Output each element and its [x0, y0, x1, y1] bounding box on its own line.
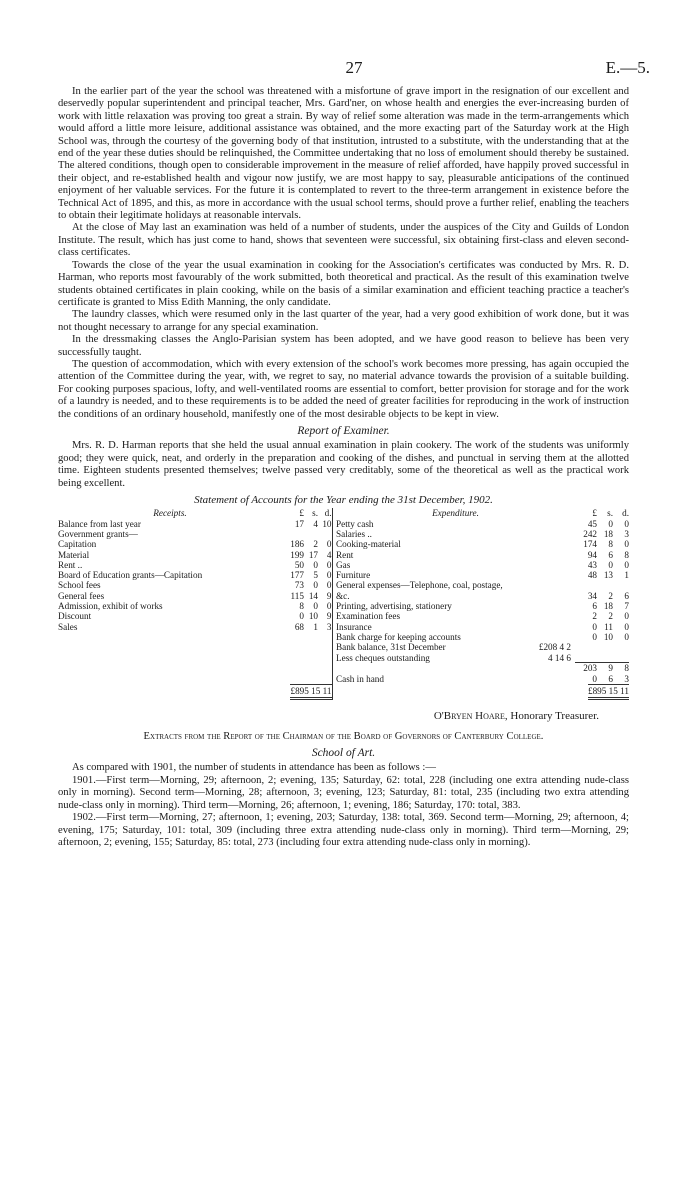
- expenditure-label: Furniture: [336, 570, 371, 581]
- receipt-amount: 0: [326, 570, 332, 581]
- receipt-label: Government grants—: [58, 529, 138, 539]
- receipt-amount: 199: [290, 549, 304, 560]
- receipts-heading: Receipts.: [153, 508, 187, 519]
- cheques-label-amount: 4 14 6: [548, 652, 571, 663]
- receipt-label: Board of Education grants—Capitation: [58, 570, 203, 581]
- receipt-amount: 177: [290, 570, 304, 581]
- expenditure-amount: 8: [608, 539, 613, 550]
- account-row: [58, 591, 629, 601]
- receipt-label: [58, 632, 282, 642]
- bank-net-amount: 9: [597, 663, 613, 674]
- expenditure-amount: 6: [624, 590, 629, 601]
- expenditure-amount: 7: [624, 601, 629, 612]
- expenditure-amount: 18: [603, 529, 613, 539]
- bank-net-amount: 203: [575, 663, 597, 674]
- receipt-amount: 0: [313, 559, 318, 570]
- expenditure-amount: 43: [587, 559, 597, 570]
- currency-pence: d.: [622, 508, 629, 519]
- receipt-amount: 0: [299, 611, 304, 622]
- paragraph: In the dressmaking classes the Anglo-Parisian system has been adopted, and we have good reason to believe has been very successfully taught.: [58, 334, 629, 358]
- receipt-amount: 0: [326, 559, 332, 570]
- currency-shillings: s.: [312, 508, 318, 519]
- bank-net-label: [336, 663, 575, 674]
- account-row: [58, 519, 629, 529]
- accounts-table: [58, 508, 629, 700]
- expenditure-label: Salaries ..: [336, 529, 372, 539]
- cash-amount: 6: [608, 673, 613, 684]
- expenditure-amount: [597, 580, 613, 590]
- cheques-amount: [597, 653, 613, 663]
- bank-balance-label-amount: £208 4 2: [538, 642, 571, 653]
- receipt-amount: 0: [326, 580, 332, 591]
- expenditure-amount: 2: [608, 590, 613, 601]
- expenditure-label: Printing, advertising, stationery: [336, 601, 452, 612]
- receipt-amount: 115: [290, 590, 304, 601]
- receipt-amount: [318, 632, 332, 642]
- paragraph: Towards the close of the year the usual examination in cooking for the Association's certificates was conducted by Mrs. R. D. Harman, who reports most favourably of the work submitted, both theoretical and practical. As the result of this examination twelve students obtained certificates in plain cooking, while on the basis of a similar examination and efficient teaching practice a teacher's certificate is granted to Miss Edith Manning, the only candidate.: [58, 259, 629, 308]
- receipt-amount: 0: [326, 539, 332, 550]
- expenditure-amount: 0: [624, 518, 629, 529]
- expenditure-amount: 0: [592, 631, 597, 642]
- expenditure-amount: 48: [587, 570, 597, 581]
- cash-amount: 0: [592, 673, 597, 684]
- account-row: [58, 560, 629, 570]
- receipt-amount: 10: [322, 518, 332, 529]
- receipt-label: Material: [58, 549, 90, 560]
- account-row: [58, 570, 629, 580]
- receipt-amount: 10: [308, 611, 318, 622]
- expenditure-amount: 6: [592, 601, 597, 612]
- account-row: [58, 529, 629, 539]
- currency-pence: d.: [324, 508, 332, 519]
- bank-balance-amount: [575, 642, 597, 652]
- currency-shillings: s.: [607, 508, 613, 519]
- receipt-label: General fees: [58, 590, 105, 601]
- expenditure-label: Examination fees: [336, 611, 401, 622]
- account-row: [58, 539, 629, 549]
- paragraph: The question of accommodation, which with every extension of the school's work becomes more pressing, has again occupied the attention of the Committee during the year, with, we regret to say, no material advance towards the provision of a suitable building. For cooking purposes spacious, lofty, and well-ventilated rooms are essential to comfort, better provision for storage and for the work of a laundry is needed, and to these requirements is to be added the need of greater facilities for reproducing in the work of instruction the conditions of an ordinary household, manifestly one of the most desirable objects to be kept in view.: [58, 358, 629, 420]
- expenditure-amount: 8: [624, 549, 629, 560]
- attendance-1901: 1901.—First term—Morning, 29; afternoon, 2; evening, 135; Saturday, 62: total, 228 (including one extra attending nude-class only in morning). Second term—Morning, 28; afternoon, 3; evening, 123; Saturday, 81: total, 235 (including two extra attending nude-class only in morning). Third term—Morning, 26; afternoon, 1; evening, 186; Saturday, 170: total, 383.: [58, 774, 629, 811]
- expenditure-label: Petty cash: [336, 518, 374, 529]
- receipt-amount: 3: [326, 621, 332, 632]
- expenditure-label: Bank charge for keeping accounts: [336, 631, 461, 642]
- paragraph: The laundry classes, which were resumed only in the last quarter of the year, had a very good exhibition of work done, but it was not thought necessary to arrange for any special examination.: [58, 309, 629, 333]
- cheques-amount: [575, 653, 597, 663]
- expenditure-amount: 2: [592, 611, 597, 622]
- receipt-label: Balance from last year: [58, 518, 141, 529]
- receipt-amount: [318, 529, 332, 539]
- account-row: [58, 580, 629, 590]
- document-body: [58, 86, 629, 849]
- expenditure-amount: 0: [624, 539, 629, 550]
- expenditure-label: Rent: [336, 549, 354, 560]
- expenditure-amount: 1: [624, 570, 629, 581]
- receipt-amount: 17: [308, 549, 318, 560]
- signatory-title: Honorary Treasurer.: [510, 710, 599, 723]
- page-header: [58, 58, 650, 80]
- account-row: [58, 663, 629, 674]
- account-row: [58, 642, 629, 652]
- receipt-amount: 2: [313, 539, 318, 550]
- expenditure-label: Insurance: [336, 621, 372, 632]
- account-row: [58, 550, 629, 560]
- expenditure-amount: 18: [603, 601, 613, 612]
- expenditure-amount: 94: [587, 549, 597, 560]
- receipt-amount: 0: [313, 601, 318, 612]
- expenditure-amount: 3: [624, 529, 629, 539]
- currency-pounds: £: [299, 508, 304, 519]
- signatory-name: O'Bryen Hoare,: [433, 710, 508, 723]
- expenditure-label: Gas: [336, 559, 351, 570]
- expenditure-amount: 0: [608, 518, 613, 529]
- attendance-intro: As compared with 1901, the number of students in attendance has been as follows :—: [72, 762, 436, 774]
- expenditure-amount: 0: [624, 631, 629, 642]
- page-number: 27: [345, 58, 363, 77]
- expenditure-amount: 0: [592, 621, 597, 632]
- expenditure-amount: 11: [604, 621, 613, 632]
- expenditure-amount: 0: [624, 559, 629, 570]
- expenditure-amount: [613, 580, 629, 590]
- receipt-label: Capitation: [58, 539, 97, 550]
- receipt-amount: 50: [294, 559, 304, 570]
- account-row: [58, 674, 629, 684]
- receipt-amount: 9: [326, 611, 332, 622]
- receipt-label: Discount: [58, 611, 92, 622]
- extracts-heading: Extracts from the Report of the Chairman of the Board of Governors of Canterbury College.: [143, 730, 544, 742]
- receipt-amount: 0: [313, 580, 318, 591]
- statement-title: Statement of Accounts for the Year ending the 31st December, 1902.: [194, 494, 493, 506]
- cash-amount: 3: [624, 673, 629, 684]
- receipt-amount: [304, 632, 318, 642]
- receipt-amount: 5: [313, 570, 318, 581]
- receipt-amount: [282, 632, 304, 642]
- total-expenditure: £895 15 11: [588, 684, 629, 700]
- receipt-amount: 73: [294, 580, 304, 591]
- receipt-amount: 14: [308, 590, 318, 601]
- expenditure-amount: 0: [624, 621, 629, 632]
- receipt-amount: 9: [326, 590, 332, 601]
- receipt-amount: [304, 529, 318, 539]
- school-of-art-heading: School of Art.: [311, 747, 376, 760]
- receipt-amount: 68: [294, 621, 304, 632]
- receipt-label: Sales: [58, 621, 78, 632]
- attendance-1902: 1902.—First term—Morning, 27; afternoon, 1; evening, 203; Saturday, 138: total, 369. Second term—Morning, 29; afternoon, 4; evening, 175; Saturday, 101: total, 309 (including three extra attending nude-class only in morning). Third term—Morning, 29; afternoon, 2; evening, 155; Saturday, 85: total, 273 (including four extra attending nude-class only in morning).: [58, 812, 629, 848]
- currency-pounds: £: [592, 508, 597, 519]
- receipt-label: School fees: [58, 580, 101, 591]
- receipt-amount: 4: [326, 549, 332, 560]
- receipt-amount: 8: [299, 601, 304, 612]
- receipt-amount: 0: [326, 601, 332, 612]
- expenditure-amount: 2: [608, 611, 613, 622]
- receipt-amount: [282, 529, 304, 539]
- expenditure-amount: [575, 580, 597, 590]
- expenditure-amount: 0: [608, 559, 613, 570]
- paragraph: At the close of May last an examination was held of a number of students, under the auspices of the City and Guilds of London Institute. The result, which has just come to hand, shows that seventeen were successful, six obtaining first-class and eleven second-class certificates.: [58, 222, 629, 259]
- expenditure-heading: Expenditure.: [432, 508, 479, 519]
- account-row: [58, 653, 629, 663]
- account-row: [58, 632, 629, 642]
- paragraph: In the earlier part of the year the school was threatened with a misfortune of grave import in the resignation of our excellent and deservedly popular superintendent and principal teacher, Mrs. Gard'ner, on whose health and energies the ever-increasing burden of work with little relaxation was proving too great a strain. By way of relief some alteration was made in the term-arrangements which would afford a little more leisure, additional assistance was obtained, and the more exacting part of the Saturday work at the High School was, through the courtesy of the governing body of that institution, intrusted to a substitute, with the understanding that at the end of the year these duties should be relinquished, the Committee undertaking that no loss of emolument should thereby be sustained. The altered conditions, though open to considerable improvement in the measure of relief afforded, have happily proved successful in their object, and re-established health and vigour now justify, we are most happy to say, pleasurable anticipations of the continued enjoyment of her valuable services. For the future it is contemplated to revert to the three-term arrangement in existence before the Technical Act of 1895, and this, as more in accordance with the usual school terms, should prove a further relief, enabling the teachers to obtain their legitimate holidays at reasonable intervals.: [58, 86, 629, 222]
- expenditure-amount: 242: [583, 529, 597, 539]
- expenditure-amount: 6: [608, 549, 613, 560]
- cash-label: Cash in hand: [336, 673, 384, 684]
- account-row: [58, 622, 629, 632]
- expenditure-amount: 10: [603, 631, 613, 642]
- receipt-amount: 4: [313, 518, 318, 529]
- cheques-label: Less cheques outstanding 4 14 6: [336, 653, 575, 663]
- expenditure-amount: 0: [624, 611, 629, 622]
- examiner-heading: Report of Examiner.: [297, 424, 390, 437]
- receipt-label: Rent ..: [58, 559, 83, 570]
- expenditure-amount: 45: [587, 518, 597, 529]
- expenditure-label: Cooking-material: [336, 539, 401, 550]
- bank-net-amount: 8: [613, 663, 629, 674]
- account-row: [58, 611, 629, 621]
- expenditure-label: General expenses—Telephone, coal, postage,: [336, 580, 503, 591]
- expenditure-amount: 13: [603, 570, 613, 581]
- expenditure-amount: 174: [583, 539, 597, 550]
- receipt-amount: 186: [290, 539, 304, 550]
- receipt-amount: 17: [294, 518, 304, 529]
- bank-balance-label: Bank balance, 31st December £208 4 2: [336, 642, 575, 652]
- bank-balance-amount: [613, 642, 629, 652]
- receipt-label: Admission, exhibit of works: [58, 601, 163, 612]
- expenditure-amount: 34: [587, 590, 597, 601]
- treasurer-signature: [58, 710, 599, 722]
- examiner-report: Mrs. R. D. Harman reports that she held the usual annual examination in plain cookery. The work of the students was uniformly good; they were quick, neat, and orderly in the preparation and cooking of the dishes, and punctual in serving them at the allotted time. Eighteen students presented themselves; twelve passed very creditably, some of the theoretical as well as the practical work being excellent.: [58, 440, 629, 489]
- totals-row: [58, 684, 629, 700]
- receipt-amount: 1: [313, 621, 318, 632]
- expenditure-label: &c.: [336, 590, 350, 601]
- cheques-amount: [613, 653, 629, 663]
- account-row: [58, 601, 629, 611]
- bank-balance-amount: [597, 642, 613, 652]
- total-receipts: £895 15 11: [290, 684, 331, 700]
- document-reference: E.—5.: [605, 58, 650, 77]
